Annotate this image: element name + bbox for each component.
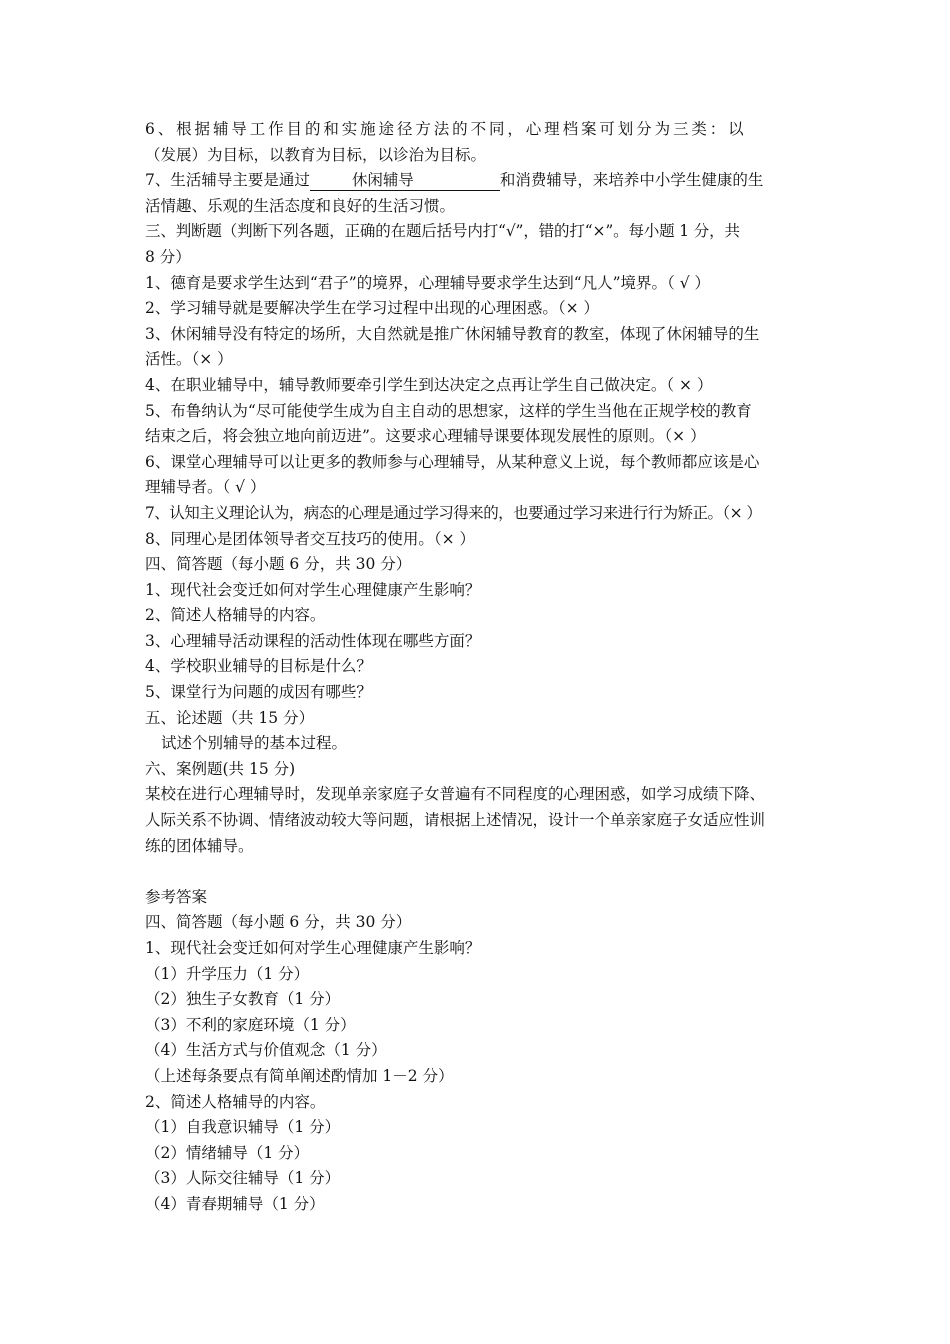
judge-item-3: 3、休闲辅导没有特定的场所，大自然就是推广休闲辅导教育的教室，体现了休闲辅导的生 <box>145 324 760 343</box>
judge-item-5: 5、布鲁纳认为“尽可能使学生成为自主自动的思想家，这样的学生当他在正规学校的教育 <box>145 401 752 420</box>
section-5-heading: 五、论述题（共 15 分） <box>145 708 315 727</box>
short-question-5: 5、课堂行为问题的成因有哪些？ <box>145 683 372 702</box>
document-page <box>145 117 809 1218</box>
essay-question: 试述个别辅导的基本过程。 <box>161 734 348 753</box>
judge-item-8: 8、同理心是团体领导者交互技巧的使用。（× ） <box>145 529 476 548</box>
judge-item-6-cont: 理辅导者。（ √ ） <box>145 478 266 497</box>
judge-item-2: 2、学习辅导就是要解决学生在学习过程中出现的心理困惑。（× ） <box>145 299 600 318</box>
judge-item-6: 6、课堂心理辅导可以让更多的教师参与心理辅导，从某种意义上说，每个教师都应该是心 <box>145 452 760 471</box>
fill-blank-answer <box>310 171 500 191</box>
text-line-6-archive-cont: （发展）为目标，以教育为目标，以诊治为目标。 <box>145 145 487 164</box>
answers-heading: 参考答案 <box>145 887 208 906</box>
text-line-7-life-cont: 活情趣、乐观的生活态度和良好的生活习惯。 <box>145 196 456 215</box>
answer-2-point-4: （4）青春期辅导（1 分） <box>145 1194 325 1213</box>
answer-1-point-3: （3）不利的家庭环境（1 分） <box>145 1015 356 1034</box>
case-text-line-2: 人际关系不协调、情绪波动较大等问题，请根据上述情况，设计一个单亲家庭子女适应性训 <box>145 811 766 830</box>
text-line-6-archive: 6、根据辅导工作目的和实施途径方法的不同，心理档案可划分为三类：以 <box>145 120 747 138</box>
text-line-7-life <box>145 168 809 194</box>
answers-section-4-heading: 四、简答题（每小题 6 分，共 30 分） <box>145 913 412 932</box>
text-line-7-post: 和消费辅导，来培养中小学生健康的生 <box>499 171 764 190</box>
short-question-3: 3、心理辅导活动课程的活动性体现在哪些方面？ <box>145 631 481 650</box>
judge-item-4: 4、在职业辅导中，辅导教师要牵引学生到达决定之点再让学生自己做决定。（ × ） <box>145 375 713 394</box>
answer-2-point-1: （1）自我意识辅导（1 分） <box>145 1118 341 1137</box>
short-question-2: 2、简述人格辅导的内容。 <box>145 606 326 625</box>
answer-2-point-3: （3）人际交往辅导（1 分） <box>145 1169 341 1188</box>
answer-1-note: （上述每条要点有简单阐述酌情加 1－2 分） <box>145 1066 454 1085</box>
answer-1-point-2: （2）独生子女教育（1 分） <box>145 990 341 1009</box>
short-question-4: 4、学校职业辅导的目标是什么？ <box>145 657 372 676</box>
section-6-heading: 六、案例题(共 15 分) <box>145 759 296 778</box>
fill-blank-answer-text: 休闲辅导 <box>351 171 414 190</box>
judge-item-1: 1、德育是要求学生达到“君子”的境界，心理辅导要求学生达到“凡人”境界。（ √ ） <box>145 273 711 292</box>
section-4-heading: 四、简答题（每小题 6 分，共 30 分） <box>145 555 412 574</box>
section-3-heading-cont: 8 分） <box>145 247 191 266</box>
answer-question-2: 2、简述人格辅导的内容。 <box>145 1092 326 1111</box>
short-question-1: 1、现代社会变迁如何对学生心理健康产生影响？ <box>145 580 481 599</box>
text-line-7-pre: 7、生活辅导主要是通过 <box>145 171 310 190</box>
judge-item-3-cont: 活性。（× ） <box>145 350 233 369</box>
case-text-line-1: 某校在进行心理辅导时，发现单亲家庭子女普遍有不同程度的心理困惑，如学习成绩下降、 <box>145 785 766 804</box>
answer-2-point-2: （2）情绪辅导（1 分） <box>145 1143 310 1162</box>
judge-item-7: 7、认知主义理论认为，病态的心理是通过学习得来的，也要通过学习来进行行为矫正。（× ） <box>145 503 762 522</box>
answer-1-point-1: （1）升学压力（1 分） <box>145 964 310 983</box>
case-text-line-3: 练的团体辅导。 <box>145 836 254 855</box>
paragraph-gap <box>145 859 809 885</box>
judge-item-5-cont: 结束之后，将会独立地向前迈进”。这要求心理辅导课要体现发展性的原则。（× ） <box>145 427 706 446</box>
answer-1-point-4: （4）生活方式与价值观念（1 分） <box>145 1041 387 1060</box>
answer-question-1: 1、现代社会变迁如何对学生心理健康产生影响？ <box>145 939 481 957</box>
section-3-heading: 三、判断题（判断下列各题，正确的在题后括号内打“√”，错的打“×”。每小题 1 分，共 <box>145 222 740 241</box>
